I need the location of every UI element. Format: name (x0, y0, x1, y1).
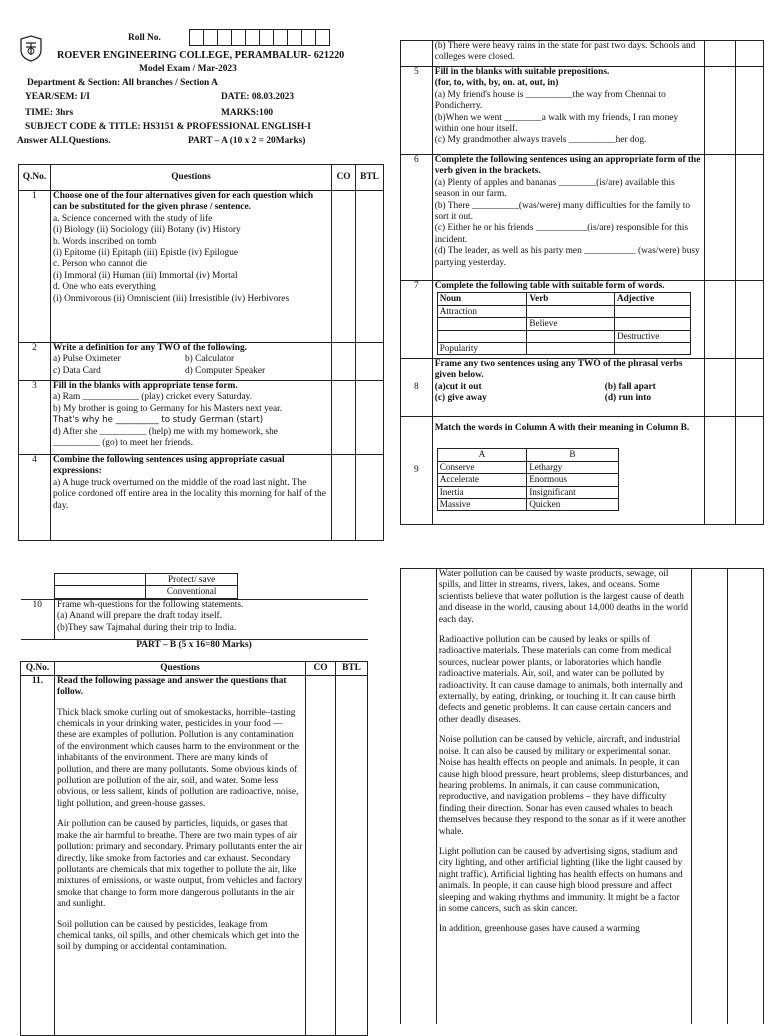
match-table (437, 448, 619, 511)
table-cell (55, 574, 146, 586)
option-line: (i) Epitome (ii) Epitaph (iii) Epistle (iv) Epilogue (52, 248, 239, 259)
question-row (19, 381, 384, 455)
part-b-heading: PART – B (5 x 16=80 Marks) (21, 639, 368, 661)
question-number: 5 (401, 67, 433, 155)
subject-title: SUBJECT CODE & TITLE: HS3151 & PROFESSIONAL ENGLISH-I (25, 122, 311, 132)
option-line: c) Data Card (52, 365, 101, 376)
question-11 (54, 675, 305, 1035)
table-cell: Inertia (437, 486, 526, 498)
word-forms-table (437, 292, 691, 355)
question-title: Match the words in Column A with their meaning in Column B. (434, 423, 690, 433)
question-number: 11. (21, 675, 55, 1035)
table-cell: Massive (437, 499, 526, 511)
part-b-passage-table (400, 568, 764, 1024)
option-line: (a) Anand will prepare the draft today itself. (56, 611, 223, 622)
col-btl: BTL (356, 165, 384, 191)
passage-continued (436, 569, 691, 1025)
question-3 (50, 381, 331, 455)
question-row (401, 281, 764, 359)
college-name: ROEVER ENGINEERING COLLEGE, PERAMBALUR- 621220 (57, 50, 345, 61)
roll-label: Roll No. (128, 33, 161, 43)
option-line: (d) The leader, as well as his party men ___________ (was/were) busy partying yesterday. (434, 246, 700, 268)
table-cell (614, 318, 690, 330)
table-cell (527, 343, 615, 355)
passage-paragraph: Air pollution can be caused by particles, liquids, or gases that make the air harmful to breathe. There are two main types of air pollution: primary and secondary. Primary pollutants enter the air directly, like smoke from factories and car exhaust. Secondary pollutants are chemicals that mix together to pollute the air, like mixtures of emissions, or waste output, from vehicles and factory smoke that change to form more dangerous pollutants in the air and sunlight. (56, 819, 303, 910)
option-line: b. Words inscribed on tomb (52, 236, 157, 247)
table-header: Noun (437, 293, 527, 305)
part-a-table-1 (18, 164, 384, 541)
table-cell: Destructive (614, 330, 690, 342)
question-9 (432, 417, 704, 525)
question-title: Write a definition for any TWO of the following. (52, 343, 247, 353)
question-title: Choose one of the four alternatives given for each question which can be substituted for the given phrase / sentence. (52, 191, 314, 213)
question-row (401, 67, 764, 155)
option-line: (b)They saw Tajmahal during their trip to India. (56, 622, 237, 633)
panel-top-left (0, 0, 384, 545)
passage-paragraph: Thick black smoke curling out of smokestacks, horrible–tasting chemicals in your drinking water, pesticides in your food — these are examples of pollution. Pollution is any contamination of the environment which causes harm to the environment or the inhabitants of the environment. There are many kinds of pollution, and there are many pollutants. Some obvious kinds of pollution are pollution of the air, soil, and water. Some less obvious, or less salient, kinds of pollution are radioactive, noise, light pollution, and green-house gasses. (56, 707, 300, 809)
question-number: 3 (19, 381, 51, 455)
option-line: d. One who eats everything (52, 282, 156, 293)
option-line: (a) Plenty of apples and bananas ________(is/are) available this season in our farm. (434, 177, 675, 200)
question-title: Combine the following sentences using appropriate casual expressions: (52, 455, 285, 477)
college-logo-icon (18, 34, 44, 62)
table-header: Verb (527, 293, 615, 305)
match-table-continued (54, 573, 238, 599)
part-a-table-2 (400, 40, 764, 525)
question-number: 4 (19, 455, 51, 541)
question-number: 2 (19, 343, 51, 381)
question-10 (54, 599, 367, 639)
option-line: (c) give away (434, 393, 487, 404)
option-line: (a)cut it out (434, 381, 482, 392)
table-cell: Quicken (527, 499, 619, 511)
question-row (401, 155, 764, 281)
table-cell (437, 318, 527, 330)
table-cell: Accelerate (437, 474, 526, 486)
question-row (401, 417, 764, 525)
handwritten-text: __________ to study German (start) (115, 415, 264, 426)
roll-number-boxes[interactable] (190, 29, 330, 46)
panel-bottom-left (20, 573, 368, 1036)
passage-paragraph: Noise pollution can be caused by vehicle, aircraft, and industrial noise. It can also be caused by military or experimental sonar. Noise has health effects on people and animals. In people, it can cause high blood pressure, heart problems, sleep disturbances, and hearing problems. In animals, it can cause communication, reproductive, and navigation problems – they have difficulty finding their direction. Sonar has even caused whales to beach themselves because they respond to the sonar as if it were another whale. (438, 735, 689, 837)
passage-paragraph: Water pollution can be caused by waste products, sewage, oil spills, and litter in streams, rivers, lakes, and oceans. Some scientists believe that water pollution is the largest cause of death and disease in the world, causing about 14,000 deaths in the world each day. (438, 569, 689, 625)
option-line: a) Pulse Oximeter (52, 354, 121, 365)
option-line: d) Computer Speaker (184, 365, 266, 376)
department-section: Department & Section: All branches / Section A (27, 78, 218, 88)
question-6 (432, 155, 704, 281)
table-cell: Conserve (437, 461, 526, 473)
option-line: a) Ram ____________ (play) cricket every Saturday. (52, 392, 253, 403)
col-qno: Q.No. (21, 661, 55, 675)
option-line: (c) My grandmother always travels __________her dog. (434, 135, 647, 146)
table-cell: Enormous (527, 474, 619, 486)
question-title: Complete the following table with suitable form of words. (434, 281, 665, 291)
question-7 (432, 281, 704, 359)
question-8 (432, 359, 704, 417)
table-cell: Believe (527, 318, 615, 330)
option-line: b) My brother is going to Germany for his Masters next year. (52, 403, 283, 414)
question-title: Read the following passage and answer the questions that follow. (56, 675, 287, 698)
option-line: (d) run into (604, 393, 652, 404)
passage-paragraph: Radioactive pollution can be caused by leaks or spills of radioactive materials. These materials can come from medical sources, nuclear power plants, or laboratories which handle radioactive materials. Air, soil, and water can be polluted by radioactivity. It can cause damage to animals, both internally and externally, by eating, drinking, or touching it. It can cause birth defects and genetic problems. It can cause certain cancers and other deadly diseases. (438, 635, 683, 725)
table-cell: Insignificant (527, 486, 619, 498)
table-cell: Lethargy (527, 461, 619, 473)
passage-paragraph: In addition, greenhouse gases have caused a warming (438, 924, 640, 935)
question-title: Complete the following sentences using an appropriate form of the verb given in the brackets. (434, 155, 701, 177)
table-cell: Protect/ save (146, 574, 238, 586)
question-1 (50, 191, 331, 343)
option-line: c. Person who cannot die (52, 259, 147, 270)
option-line: (i) Biology (ii) Sociology (iii) Botany (iv) History (52, 225, 241, 236)
table-cell (527, 305, 615, 317)
col-questions: Questions (54, 661, 305, 675)
option-line: (i) Immoral (ii) Human (iii) Immortal (iv) Mortal (52, 270, 238, 281)
table-header: A (437, 449, 526, 461)
option-line: (a) My friend's house is __________the way from Chennai to Pondicherry. (434, 89, 666, 112)
option-line: (b) fall apart (604, 381, 656, 392)
option-line: __________ (go) to meet her friends. (52, 438, 194, 449)
table-cell: Popularity (437, 343, 527, 355)
exam-date: DATE: 08.03.2023 (221, 92, 295, 102)
question-5 (432, 67, 704, 155)
question-title: Fill in the blanks with suitable prepositions. (434, 67, 610, 77)
col-btl: BTL (336, 661, 368, 675)
table-cell: Conventional (146, 586, 238, 598)
option-line: (i) Onmivorous (ii) Omniscient (iii) Irresistible (iv) Herbivores (52, 293, 290, 304)
option-line: a. Science concerned with the study of life (52, 213, 213, 224)
part-a-heading: PART – A (10 x 2 = 20Marks) (188, 136, 306, 146)
table-cell (614, 343, 690, 355)
panel-bottom-right (400, 568, 768, 1024)
question-row (21, 599, 368, 639)
option-line: (b)When we went ________a walk with my friends, I ran money within one hour itself. (434, 112, 679, 135)
exam-time: TIME: 3hrs (25, 108, 74, 118)
table-cell (437, 330, 527, 342)
col-co: CO (306, 661, 336, 675)
question-row (401, 359, 764, 417)
passage-paragraph: Light pollution can be caused by advertising signs, stadium and city lighting, and other artificial lighting (like the light caused by night traffic). Artificial lighting has health effects on humans and animals. In people, it can cause high blood pressure and affect sleeping and waking rhythms and immunity. It might be a factor in some cancers, such as skin cancer. (438, 846, 683, 914)
answer-all-instruction: Answer ALLQuestions. (17, 136, 111, 146)
question-number: 8 (401, 359, 433, 417)
col-co: CO (332, 165, 356, 191)
col-qno: Q.No. (19, 165, 51, 191)
table-header: Adjective (614, 293, 690, 305)
question-title: Fill in the blanks with appropriate tense form. (52, 381, 238, 391)
question-subtitle: (for, to, with, by, on. at, out, in) (434, 78, 559, 89)
question-number: 1 (19, 191, 51, 343)
question-row (21, 675, 368, 1035)
exam-title: Model Exam / Mar-2023 (139, 64, 237, 74)
question-2 (50, 343, 331, 381)
table-cell (55, 586, 146, 598)
question-row (19, 343, 384, 381)
exam-marks: MARKS:100 (221, 108, 274, 118)
panel-top-right (400, 40, 768, 525)
question-row (19, 191, 384, 343)
year-sem: YEAR/SEM: I/I (25, 92, 90, 102)
question-row (19, 455, 384, 541)
option-line: (c) Either he or his friends ___________(is/are) responsible for this incident. (434, 223, 689, 245)
col-questions: Questions (50, 165, 331, 191)
question-number: 7 (401, 281, 433, 359)
table-header: B (527, 449, 619, 461)
table-cell (527, 330, 615, 342)
question-number: 10 (21, 599, 55, 639)
question-4-continued: (b) There were heavy rains in the state for past two days. Schools and colleges were closed. (432, 41, 704, 67)
part-b-table (20, 599, 368, 1036)
table-cell (614, 305, 690, 317)
passage-paragraph: Soil pollution can be caused by pesticides, leakage from chemical tanks, oil spills, and other chemicals which get into the soil by dumping or accidental contamination. (56, 919, 300, 953)
handwritten-text: That's why he (52, 415, 113, 426)
table-cell: Attraction (437, 305, 527, 317)
question-number: 6 (401, 155, 433, 281)
question-body: a) A huge truck overturned on the middle of the road last night. The police cordoned off entire area in the locality this morning for half of the day. (52, 477, 326, 511)
question-title: Frame wh-questions for the following statements. (56, 599, 244, 610)
question-title: Frame any two sentences using any TWO of the phrasal verbs given below. (434, 359, 683, 381)
option-line: b) Calculator (184, 354, 235, 365)
option-line: (b) There __________(was/were) many difficulties for the family to sort it out. (434, 200, 691, 223)
question-4 (50, 455, 331, 541)
option-line: d) After she __________ (help) me with my homework, she (52, 426, 278, 437)
question-number: 9 (401, 417, 433, 525)
